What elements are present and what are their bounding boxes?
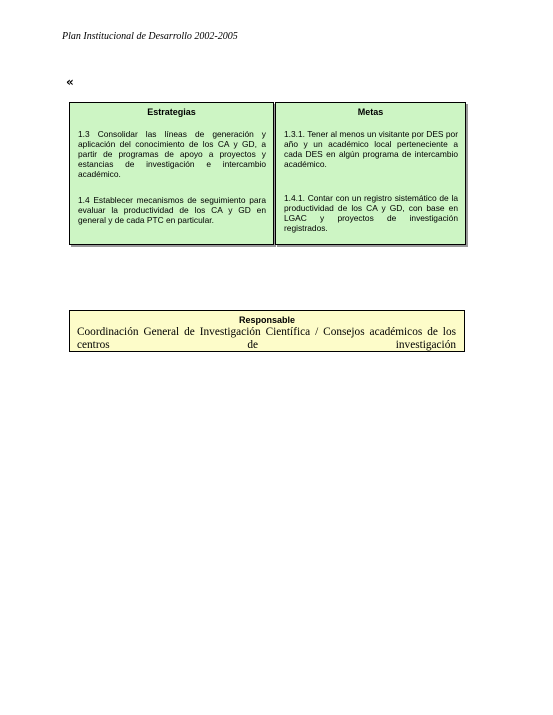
metas-box — [275, 102, 466, 245]
estrategia-1-4: 1.4 Establecer mecanismos de seguimiento para evaluar la productividad de los CA y GD en general y de cada PTC en particular. — [78, 195, 266, 225]
estrategias-title: Estrategias — [147, 107, 196, 117]
responsable-text: Coordinación General de Investigación Científica / Consejos académicos de los centros de investigación — [77, 326, 456, 351]
estrategias-box — [69, 102, 274, 245]
responsable-box — [69, 310, 465, 352]
running-header: Plan Institucional de Desarrollo 2002-2005 — [62, 31, 238, 42]
double-chevron-mark: « — [66, 75, 74, 89]
meta-1-4-1: 1.4.1. Contar con un registro sistemático de la productividad de los CA y GD, con base en LGAC y proyectos de investigación registrados. — [284, 193, 458, 233]
meta-1-3-1: 1.3.1. Tener al menos un visitante por DES por año y un académico local perteneciente a cada DES en algún programa de intercambio académico. — [284, 129, 458, 169]
estrategia-1-3: 1.3 Consolidar las líneas de generación y aplicación del conocimiento de los CA y GD, a partir de programas de apoyo a proyectos y estancias de investigación e intercambio académico. — [78, 129, 266, 179]
metas-title: Metas — [357, 107, 384, 117]
responsable-title: Responsable — [238, 315, 296, 325]
